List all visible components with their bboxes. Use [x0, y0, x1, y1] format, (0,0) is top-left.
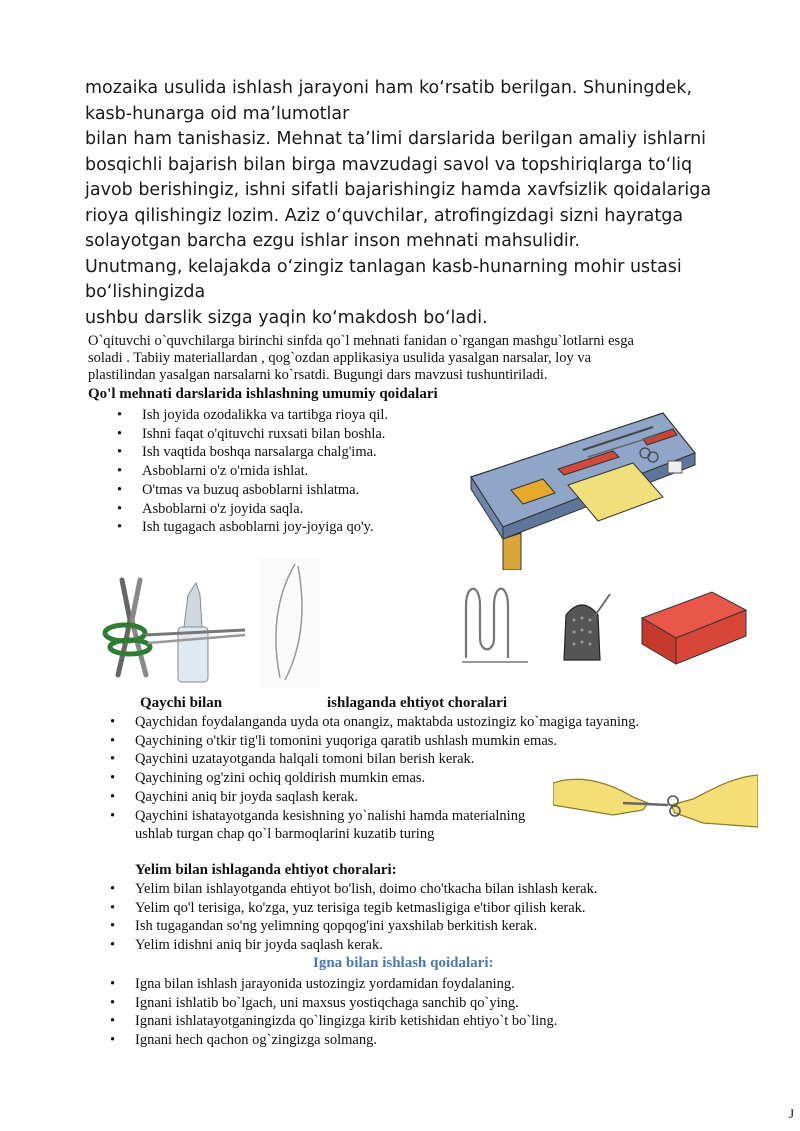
hands-passing-scissors-illustration [553, 765, 758, 840]
intro-line: bo‘lishingizda [85, 282, 206, 302]
list-item: • Asboblarni o'z o'rnida ishlat. [142, 462, 472, 481]
clay-brick-illustration [638, 588, 750, 668]
list-item: • Ish tugagach asboblarni joy-joyiga qo'y. [142, 518, 472, 537]
lesson-text [88, 333, 748, 384]
intro-line: Unutmang, kelajakda o‘zingiz tanlagan kasb-hunarning mohir ustasi [85, 256, 682, 277]
list-item: • Igna bilan ishlash jarayonida ustozingiz yordamidan foydalaning. [135, 975, 735, 994]
list-item: • Qaychidan foydalanganda uyda ota onangiz, maktabda ustozingiz ko`magiga tayaning. [135, 713, 735, 732]
list-item: • Qaychini ishatayotganda kesishning yo`nalishi hamda materialning ushlab turgan chap qo`l barmoqlarini kuzatib turing [135, 807, 535, 844]
needle-rules-list [135, 975, 735, 1050]
list-item: • Yelim idishni aniq bir joyda saqlash kerak. [135, 936, 735, 955]
corner-mark: J [788, 1106, 794, 1121]
general-rules-heading: Qo'l mehnati darslarida ishlashning umumiy qoidalari [88, 386, 438, 402]
list-item: • Ignani hech qachon og`zingizga solmang. [135, 1031, 735, 1050]
intro-line: kasb-hunarga oid ma’lumotlar [85, 103, 350, 124]
intro-line: mozaika usulida ishlash jarayoni ham ko‘rsatib berilgan. Shuningdek, [85, 78, 693, 98]
glue-rules-list [135, 880, 735, 955]
list-item: • Yelim bilan ishlayotganda ehtiyot bo'lish, doimo cho'tkacha bilan ishlash kerak. [135, 880, 735, 899]
lesson-line: plastilindan yasalgan narsalarni ko`rsatdi. Bugungi dars mavzusi tushuntiriladi. [88, 367, 548, 383]
list-item: • O'tmas va buzuq asboblarni ishlatma. [142, 481, 472, 500]
workbench-illustration [463, 405, 703, 570]
scissors-heading-left: Qaychi bilan [140, 695, 223, 711]
intro-line: solayotgan barcha ezgu ishlar inson mehnati mahsulidir. [85, 231, 580, 251]
glue-heading: Yelim bilan ishlaganda ehtiyot choralari: [135, 862, 397, 878]
list-item: • Ish tugagandan so'ng yelimning qopqog'ini yaxshilab berkitish kerak. [135, 917, 735, 936]
list-item: • Yelim qo'l terisiga, ko'zga, yuz terisiga tegib ketmasligiga e'tibor qilish kerak. [135, 899, 735, 918]
list-item: • Ish vaqtida boshqa narsalarga chalg'ima. [142, 443, 472, 462]
spring-illustration [460, 578, 532, 666]
lesson-line: O`qituvchi o`quvchilarga birinchi sinfda qo`l mehnati fanidan o`rgangan mashgu`lotlarni esga [88, 333, 634, 349]
list-item: • Ignani ishlatayotganingizda qo`lingizga kirib ketishidan ehtiyo`t bo`ling. [135, 1012, 735, 1031]
list-item: • Qaychini aniq bir joyda saqlash kerak. [135, 788, 735, 807]
list-item: • Ignani ishlatib bo`lgach, uni maxsus yostiqchaga sanchib qo`ying. [135, 994, 735, 1013]
needle-heading: Igna bilan ishlash qoidalari: [313, 955, 494, 971]
lesson-line: soladi . Tabiiy materiallardan , qog`ozdan applikasiya usulida yasalgan narsalar, loy va [88, 350, 592, 366]
general-rules-list [142, 406, 472, 537]
list-item: • Ishni faqat o'qituvchi ruxsati bilan boshla. [142, 425, 472, 444]
intro-line: ushbu darslik sizga yaqin ko‘makdosh bo‘ladi. [85, 307, 488, 328]
intro-line: javob berishingiz, ishni sifatli bajarishingiz hamda xavfsizlik qoidalariga [85, 180, 712, 200]
list-item: • Ish joyida ozodalikka va tartibga rioya qil. [142, 406, 472, 425]
intro-text [85, 76, 735, 331]
scissors-heading-right: ishlaganda ehtiyot choralari [327, 695, 508, 711]
wire-loop-illustration [260, 558, 320, 688]
list-item: • Qaychining og'zini ochiq qoldirish mumkin emas. [135, 769, 735, 788]
thimble-needle-illustration [552, 590, 612, 665]
list-item: • Asboblarni o'z joyida saqla. [142, 500, 472, 519]
pliers-scissors-illustration [100, 575, 250, 685]
intro-line: bilan ham tanishasiz. Mehnat ta’limi darslarida berilgan amaliy ishlarni [85, 129, 707, 149]
list-item: • Qaychining o'tkir tig'li tomonini yuqoriga qaratib ushlash mumkin emas. [135, 732, 735, 751]
intro-line: rioya qilishingiz lozim. Aziz o‘quvchilar, atrofingizdagi sizni hayratga [85, 205, 684, 226]
list-item: • Qaychini uzatayotganda halqali tomoni bilan berish kerak. [135, 750, 735, 769]
intro-line: bosqichli bajarish bilan birga mavzudagi savol va topshiriqlarga to‘liq [85, 154, 693, 175]
